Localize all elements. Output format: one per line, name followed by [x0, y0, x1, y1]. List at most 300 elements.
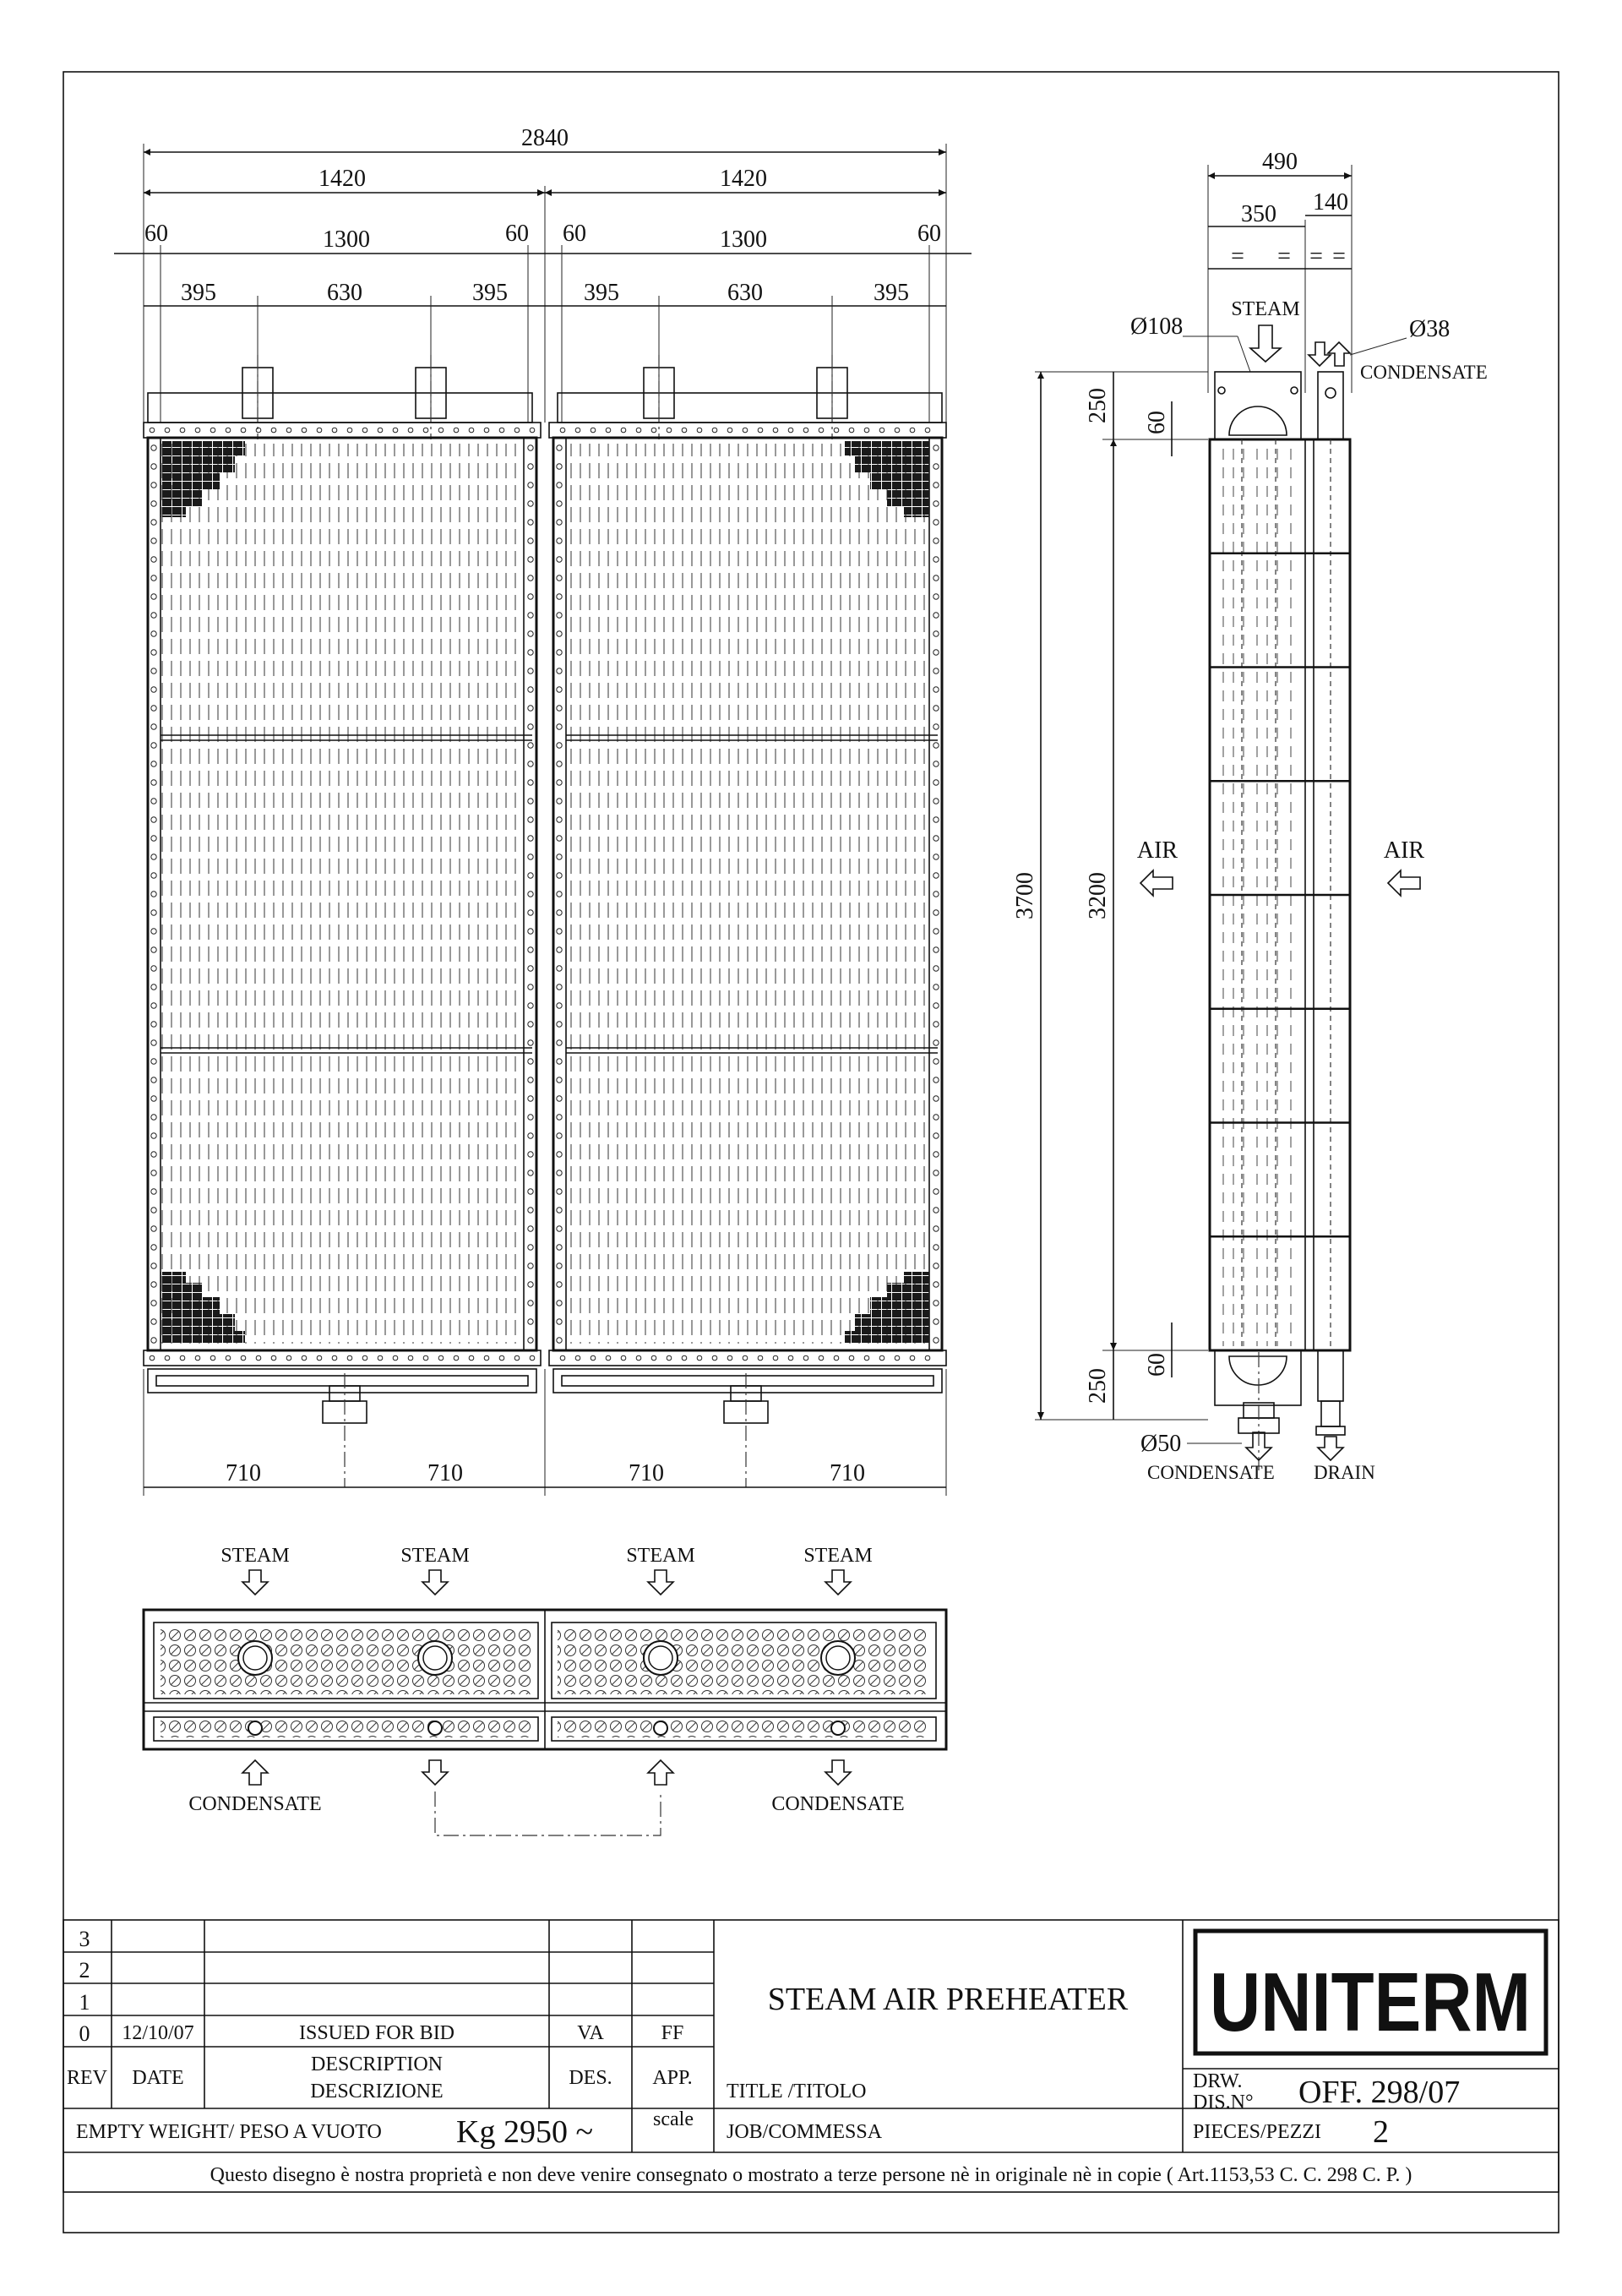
bolt-hole — [151, 557, 156, 562]
dim-height-core: 3200 — [1085, 872, 1111, 919]
dim-equal-3: = — [1309, 243, 1323, 270]
steam-arrow-icon — [648, 1570, 673, 1595]
bolt-hole — [151, 594, 156, 599]
flange-bolt — [469, 428, 474, 433]
outlet-diameter: Ø50 — [1140, 1431, 1182, 1457]
flange-bolt — [834, 428, 839, 433]
flange-bolt — [697, 1355, 702, 1361]
flange-bolt — [682, 1355, 687, 1361]
bolt-hole — [933, 1059, 939, 1064]
bolt-hole — [528, 1022, 533, 1027]
dim-side-core: 350 — [1241, 201, 1276, 227]
bolt-hole — [933, 501, 939, 506]
drawing-number: OFF. 298/07 — [1298, 2075, 1461, 2110]
flange-bolt — [484, 1355, 489, 1361]
flange-bolt — [362, 428, 367, 433]
dim-box-inner-top: 60 — [1144, 411, 1170, 434]
bolt-hole — [151, 1022, 156, 1027]
bolt-hole — [933, 892, 939, 897]
bolt-hole — [528, 1040, 533, 1045]
bolt-hole — [557, 966, 562, 971]
bolt-hole — [151, 1152, 156, 1157]
bolt-hole — [151, 984, 156, 990]
bolt-hole — [528, 984, 533, 990]
dim-box-inner-bottom: 60 — [1144, 1353, 1170, 1377]
flange-bolt — [271, 428, 276, 433]
bolt-hole — [557, 1022, 562, 1027]
bolt-hole — [557, 1059, 562, 1064]
top-condensate-label-1: CONDENSATE — [188, 1793, 322, 1815]
flange-bolt — [636, 428, 641, 433]
bolt-hole — [933, 1003, 939, 1008]
flange-bolt — [423, 1355, 428, 1361]
flange-bolt — [454, 1355, 459, 1361]
bolt-hole — [557, 854, 562, 859]
bolt-hole — [933, 724, 939, 729]
flange-bolt — [332, 1355, 337, 1361]
drw-label-1: DRW. — [1193, 2070, 1243, 2092]
bolt-hole — [933, 1245, 939, 1250]
rev0-date: 12/10/07 — [122, 2022, 194, 2044]
title-label: TITLE /TITOLO — [727, 2081, 867, 2102]
dim-equal-2: = — [1277, 243, 1291, 270]
bolt-hole — [528, 892, 533, 897]
bolt-hole — [933, 1189, 939, 1194]
bolt-hole — [151, 1245, 156, 1250]
bolt-hole — [528, 929, 533, 934]
bolt-hole — [151, 1003, 156, 1008]
bolt-hole — [933, 706, 939, 711]
bolt-hole — [528, 1338, 533, 1343]
flange-bolt — [591, 1355, 596, 1361]
bolt-hole — [557, 1115, 562, 1120]
bolt-hole — [557, 650, 562, 655]
bolt-hole — [528, 947, 533, 952]
top-view — [144, 1545, 946, 1835]
flange-bolt — [925, 1355, 930, 1361]
bolt-hole — [528, 1096, 533, 1101]
bolt-hole — [528, 650, 533, 655]
flange-bolt — [302, 1355, 307, 1361]
flange-bolt — [879, 1355, 884, 1361]
flange-bolt — [560, 1355, 565, 1361]
bolt-hole — [933, 520, 939, 525]
dim-spacing-3: 395 — [472, 280, 508, 306]
bolt-hole — [933, 668, 939, 674]
bolt-hole — [933, 1170, 939, 1175]
flange-bolt — [758, 1355, 763, 1361]
bolt-hole — [557, 1245, 562, 1250]
flange-bolt — [819, 428, 824, 433]
bolt-hole — [557, 687, 562, 692]
flange-bolt — [256, 1355, 261, 1361]
bolt-hole — [151, 650, 156, 655]
dim-side-header: 140 — [1313, 189, 1348, 215]
bolt-hole — [557, 724, 562, 729]
dim-bottom-3: 710 — [629, 1460, 664, 1486]
weight-label: EMPTY WEIGHT/ PESO A VUOTO — [76, 2121, 382, 2143]
bolt-hole — [528, 761, 533, 766]
flange-bolt — [895, 428, 900, 433]
bolt-hole — [528, 817, 533, 822]
header-description-it: DESCRIZIONE — [310, 2081, 444, 2102]
steam-arrow-icon — [242, 1570, 268, 1595]
flange-bolt — [271, 1355, 276, 1361]
dim-flange-3: 60 — [563, 221, 586, 247]
bolt-hole — [557, 1208, 562, 1213]
header-des: DES. — [569, 2067, 612, 2089]
bolt-hole — [557, 706, 562, 711]
logo-text: UNITERM — [1210, 1955, 1531, 2048]
rev0-des: VA — [577, 2022, 604, 2044]
flange-bolt — [210, 1355, 215, 1361]
flange-bolt — [454, 428, 459, 433]
top-steam-label-4: STEAM — [803, 1545, 873, 1567]
bolt-hole — [933, 1115, 939, 1120]
bolt-hole — [557, 1319, 562, 1324]
flange-bolt — [788, 1355, 793, 1361]
bolt-hole — [557, 984, 562, 990]
bolt-hole — [557, 910, 562, 915]
bolt-hole — [528, 873, 533, 878]
bolt-hole — [933, 1208, 939, 1213]
bolt-hole — [528, 445, 533, 450]
bolt-hole — [151, 780, 156, 785]
bolt-hole — [528, 966, 533, 971]
header-date: DATE — [132, 2067, 184, 2089]
bolt-hole — [151, 1059, 156, 1064]
flange-bolt — [499, 428, 504, 433]
flange-bolt — [195, 1355, 200, 1361]
rev-1: 1 — [79, 1990, 90, 2015]
bolt-hole — [557, 1040, 562, 1045]
bolt-hole — [151, 1115, 156, 1120]
bolt-hole — [528, 1282, 533, 1287]
bolt-hole — [151, 1189, 156, 1194]
bolt-hole — [933, 1263, 939, 1268]
bolt-hole — [528, 687, 533, 692]
bolt-hole — [528, 464, 533, 469]
bolt-hole — [933, 780, 939, 785]
flange-bolt — [743, 1355, 748, 1361]
bolt-hole — [151, 966, 156, 971]
bolt-hole — [557, 1152, 562, 1157]
dim-spacing-6: 395 — [874, 280, 909, 306]
bolt-hole — [528, 799, 533, 804]
bolt-hole — [933, 984, 939, 990]
bolt-hole — [151, 631, 156, 636]
header-app: APP. — [652, 2067, 693, 2089]
dim-half-right: 1420 — [720, 166, 767, 192]
flange-bolt — [895, 1355, 900, 1361]
flange-bolt — [803, 428, 808, 433]
flange-bolt — [773, 428, 778, 433]
bolt-hole — [151, 743, 156, 748]
flange-bolt — [667, 1355, 672, 1361]
top-steam-label-1: STEAM — [220, 1545, 290, 1567]
flange-bolt — [514, 1355, 520, 1361]
bolt-hole — [933, 966, 939, 971]
bolt-hole — [557, 1282, 562, 1287]
dim-bottom-2: 710 — [427, 1460, 463, 1486]
flange-bolt — [408, 1355, 413, 1361]
bolt-hole — [933, 1338, 939, 1343]
bolt-hole — [557, 668, 562, 674]
flange-bolt — [864, 428, 869, 433]
bolt-hole — [557, 1170, 562, 1175]
bolt-hole — [151, 706, 156, 711]
bolt-hole — [528, 538, 533, 543]
flange-bolt — [286, 1355, 291, 1361]
bolt-hole — [528, 594, 533, 599]
bolt-hole — [528, 706, 533, 711]
top-steam-label-2: STEAM — [400, 1545, 470, 1567]
bolt-hole — [528, 1170, 533, 1175]
flange-bolt — [606, 428, 611, 433]
bolt-hole — [557, 817, 562, 822]
bolt-hole — [528, 520, 533, 525]
flange-bolt — [758, 428, 763, 433]
bolt-hole — [933, 594, 939, 599]
drw-label-2: DIS.N° — [1193, 2091, 1254, 2113]
bolt-hole — [557, 445, 562, 450]
bolt-hole — [933, 1152, 939, 1157]
dim-equal-1: = — [1231, 243, 1244, 270]
flange-bolt — [150, 428, 155, 433]
flange-bolt — [834, 1355, 839, 1361]
bolt-hole — [557, 799, 562, 804]
flange-bolt — [438, 428, 444, 433]
side-view — [1012, 149, 1488, 1483]
bolt-hole — [557, 1003, 562, 1008]
pieces-value: 2 — [1373, 2114, 1389, 2150]
flange-bolt — [180, 428, 185, 433]
dim-box-top: 250 — [1085, 388, 1111, 423]
flange-bolt — [484, 428, 489, 433]
bolt-hole — [151, 501, 156, 506]
rev0-description: ISSUED FOR BID — [298, 2022, 455, 2044]
dim-spacing-1: 395 — [181, 280, 216, 306]
footer-notice: Questo disegno è nostra proprietà e non deve venire consegnato o mostrato a terze persone nè in originale nè in copie ( Art.1153,53 C. C. 298 C. P. ) — [210, 2164, 1412, 2186]
bolt-hole — [933, 631, 939, 636]
bolt-hole — [151, 1040, 156, 1045]
flange-bolt — [347, 428, 352, 433]
bolt-hole — [557, 743, 562, 748]
flange-bolt — [560, 428, 565, 433]
bolt-hole — [933, 445, 939, 450]
bolt-hole — [151, 575, 156, 581]
flange-bolt — [423, 428, 428, 433]
flange-bolt — [712, 428, 717, 433]
flange-bolt — [226, 1355, 231, 1361]
bolt-hole — [933, 613, 939, 618]
scale-label: scale — [653, 2108, 694, 2130]
bolt-hole — [528, 780, 533, 785]
air-label-right: AIR — [1383, 837, 1425, 864]
bolt-hole — [528, 1226, 533, 1231]
bolt-hole — [528, 613, 533, 618]
flange-bolt — [910, 1355, 915, 1361]
bolt-hole — [557, 1263, 562, 1268]
bolt-hole — [933, 873, 939, 878]
bolt-hole — [528, 501, 533, 506]
bolt-hole — [151, 799, 156, 804]
flange-bolt — [302, 428, 307, 433]
flange-bolt — [150, 1355, 155, 1361]
rev-0: 0 — [79, 2021, 90, 2046]
bolt-hole — [933, 1301, 939, 1306]
dim-spacing-2: 630 — [327, 280, 362, 306]
flange-bolt — [712, 1355, 717, 1361]
flange-bolt — [180, 1355, 185, 1361]
bolt-hole — [933, 836, 939, 841]
bolt-hole — [151, 520, 156, 525]
bolt-hole — [933, 929, 939, 934]
dim-bottom-1: 710 — [226, 1460, 261, 1486]
bolt-hole — [151, 929, 156, 934]
drain-label: DRAIN — [1314, 1462, 1375, 1483]
job-label: JOB/COMMESSA — [727, 2121, 883, 2143]
dim-height-total: 3700 — [1012, 872, 1038, 919]
bolt-hole — [933, 557, 939, 562]
bolt-hole — [151, 687, 156, 692]
dim-spacing-5: 630 — [727, 280, 763, 306]
dim-spacing-4: 395 — [584, 280, 619, 306]
bolt-hole — [933, 650, 939, 655]
pieces-label: PIECES/PEZZI — [1193, 2121, 1322, 2143]
bolt-hole — [528, 1003, 533, 1008]
rev-3: 3 — [79, 1927, 90, 1951]
bolt-hole — [933, 1319, 939, 1324]
bolt-hole — [557, 1338, 562, 1343]
bolt-hole — [933, 1226, 939, 1231]
steam-arrow-icon — [825, 1570, 851, 1595]
inlet-diameter: Ø108 — [1130, 314, 1184, 340]
bolt-hole — [557, 594, 562, 599]
bolt-hole — [557, 780, 562, 785]
flange-bolt — [575, 428, 580, 433]
bolt-hole — [151, 1282, 156, 1287]
dim-equal-4: = — [1332, 243, 1346, 270]
flange-bolt — [347, 1355, 352, 1361]
bolt-hole — [528, 557, 533, 562]
bolt-hole — [933, 1282, 939, 1287]
flange-bolt — [241, 1355, 246, 1361]
bolt-hole — [528, 1115, 533, 1120]
bolt-hole — [528, 854, 533, 859]
bolt-hole — [528, 1133, 533, 1138]
bolt-hole — [557, 501, 562, 506]
flange-bolt — [651, 428, 656, 433]
bolt-hole — [557, 1226, 562, 1231]
flange-bolt — [469, 1355, 474, 1361]
bolt-hole — [557, 1096, 562, 1101]
bolt-hole — [557, 1301, 562, 1306]
bolt-hole — [151, 854, 156, 859]
bolt-hole — [933, 1133, 939, 1138]
bolt-hole — [557, 1133, 562, 1138]
bolt-hole — [557, 483, 562, 488]
bolt-hole — [528, 668, 533, 674]
bolt-hole — [528, 1152, 533, 1157]
flange-bolt — [788, 428, 793, 433]
bolt-hole — [557, 929, 562, 934]
bolt-hole — [151, 1301, 156, 1306]
bolt-hole — [151, 1319, 156, 1324]
dim-box-bottom: 250 — [1085, 1368, 1111, 1404]
bolt-hole — [557, 761, 562, 766]
header-description: DESCRIPTION — [310, 2053, 444, 2075]
dim-bottom-4: 710 — [830, 1460, 865, 1486]
bolt-hole — [528, 724, 533, 729]
flange-bolt — [743, 428, 748, 433]
air-label-left: AIR — [1136, 837, 1178, 864]
bolt-hole — [528, 1077, 533, 1083]
flange-bolt — [849, 428, 854, 433]
bolt-hole — [151, 538, 156, 543]
bolt-hole — [933, 947, 939, 952]
bolt-hole — [933, 575, 939, 581]
bolt-hole — [557, 613, 562, 618]
steam-arrow-icon — [422, 1570, 448, 1595]
bolt-hole — [151, 445, 156, 450]
dim-half-left: 1420 — [318, 166, 366, 192]
bolt-hole — [557, 836, 562, 841]
bolt-hole — [557, 1077, 562, 1083]
flange-bolt — [165, 1355, 170, 1361]
flange-bolt — [165, 428, 170, 433]
flange-bolt — [530, 1355, 535, 1361]
flange-bolt — [499, 1355, 504, 1361]
bolt-hole — [557, 575, 562, 581]
side-condensate-label-top: CONDENSATE — [1360, 362, 1488, 383]
bolt-hole — [933, 687, 939, 692]
bolt-hole — [557, 520, 562, 525]
dim-flange-1: 60 — [144, 221, 168, 247]
header-rev: REV — [67, 2067, 107, 2089]
flange-bolt — [332, 428, 337, 433]
bolt-hole — [528, 1263, 533, 1268]
side-condensate-label-bottom: CONDENSATE — [1147, 1462, 1275, 1483]
flange-bolt — [727, 1355, 732, 1361]
flange-bolt — [591, 428, 596, 433]
flange-bolt — [408, 428, 413, 433]
top-steam-label-3: STEAM — [626, 1545, 695, 1567]
bolt-hole — [528, 483, 533, 488]
bolt-hole — [151, 668, 156, 674]
flange-bolt — [317, 428, 322, 433]
flange-bolt — [682, 428, 687, 433]
flange-bolt — [286, 428, 291, 433]
bolt-hole — [151, 613, 156, 618]
weight-value: Kg 2950 ~ — [456, 2114, 594, 2150]
bolt-hole — [528, 743, 533, 748]
dim-inner-right: 1300 — [720, 226, 767, 253]
flange-bolt — [621, 1355, 626, 1361]
bolt-hole — [933, 799, 939, 804]
flange-bolt — [575, 1355, 580, 1361]
bolt-hole — [933, 1040, 939, 1045]
flange-bolt — [317, 1355, 322, 1361]
bolt-hole — [933, 854, 939, 859]
bolt-hole — [933, 1077, 939, 1083]
bolt-hole — [933, 1096, 939, 1101]
bolt-hole — [528, 631, 533, 636]
dim-flange-2: 60 — [505, 221, 529, 247]
drawing-title: STEAM AIR PREHEATER — [767, 1982, 1129, 2017]
flange-bolt — [773, 1355, 778, 1361]
flange-bolt — [864, 1355, 869, 1361]
